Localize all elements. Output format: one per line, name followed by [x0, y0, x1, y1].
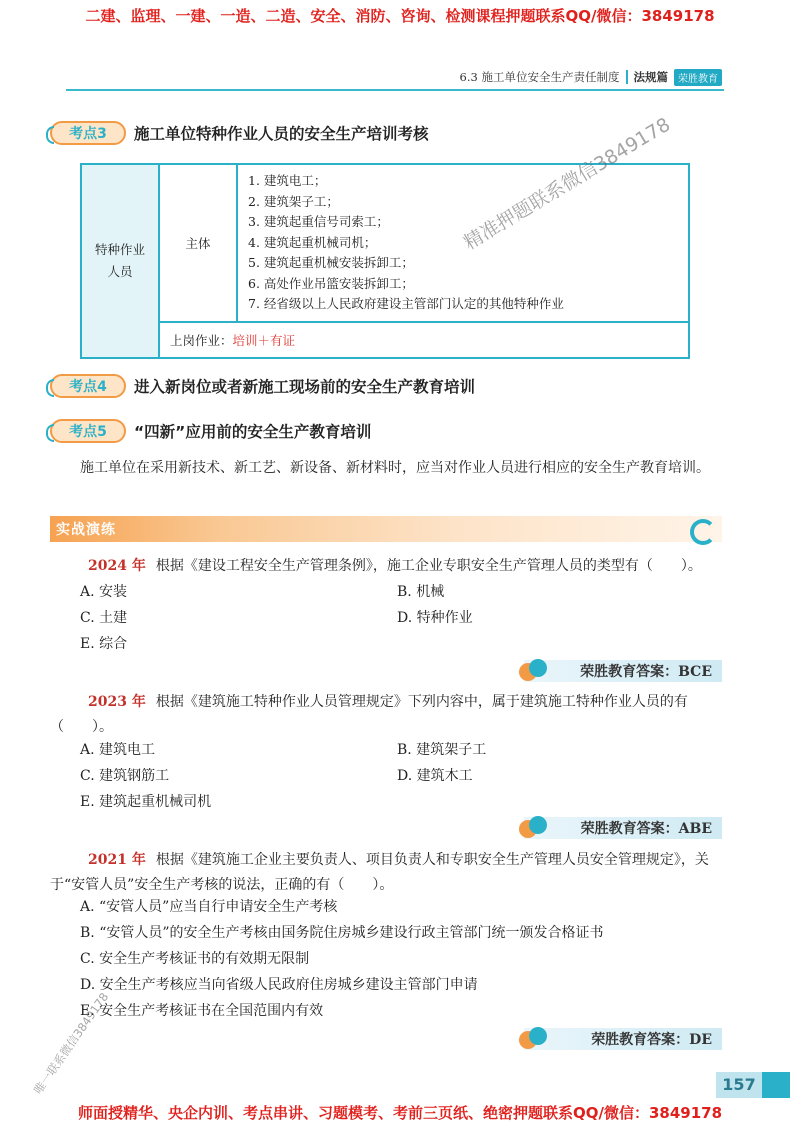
brand-logo: 荣胜教育 — [674, 69, 722, 86]
option: C. 安全生产考核证书的有效期无限制 — [80, 951, 310, 967]
question-year: 2024 年 — [88, 558, 146, 574]
subject-label: 主体 — [185, 235, 211, 251]
answer-text: 荣胜教育答案：BCE — [580, 664, 712, 680]
header-rule — [66, 89, 724, 91]
row-label: 特种作业人员 — [95, 241, 146, 279]
practice-banner — [50, 516, 722, 542]
table-footer-cell — [159, 322, 689, 358]
footer-prefix: 上岗作业： — [170, 332, 233, 348]
option: B. 机械 — [397, 584, 445, 600]
special-worker-table — [80, 163, 690, 359]
volume-title: 法规篇 — [633, 70, 668, 84]
question-options — [80, 579, 700, 657]
option: D. 建筑木工 — [397, 768, 473, 784]
question-options — [80, 894, 700, 1024]
answer-text: 荣胜教育答案：DE — [591, 1032, 712, 1048]
page-number: 157 — [716, 1072, 762, 1098]
question-year: 2021 年 — [88, 852, 146, 868]
option: A. 安装 — [80, 584, 128, 600]
list-item: 2. 建筑架子工； — [248, 193, 339, 209]
option: C. 建筑钢筋工 — [80, 768, 170, 784]
section-heading-4 — [50, 373, 475, 399]
row-label-cell — [81, 164, 159, 358]
cloud-icon — [516, 1025, 550, 1051]
list-item: 6. 高处作业吊篮安装拆卸工； — [248, 275, 414, 291]
top-promo-banner: 二建、监理、一建、一造、二造、安全、消防、咨询、检测课程押题联系QQ/微信：3849178 — [85, 7, 715, 25]
question-text: 根据《建设工程安全生产管理条例》，施工企业专职安全生产管理人员的类型有（ ）。 — [155, 558, 702, 574]
question-options — [80, 737, 700, 815]
question-stem — [50, 848, 726, 898]
option: D. 特种作业 — [397, 610, 473, 626]
answer-badge — [524, 660, 722, 682]
list-item: 3. 建筑起重信号司索工； — [248, 214, 389, 229]
running-header — [460, 68, 722, 86]
option: B. “安管人员”的安全生产考核由国务院住房城乡建设行政主管部门统一颁发合格证书 — [80, 925, 604, 941]
watermark-text: 精准押题联系微信3849178 — [460, 113, 675, 255]
answer-badge — [524, 817, 722, 839]
worker-type-list — [237, 164, 689, 322]
answer-badge — [524, 1028, 722, 1050]
header-divider — [626, 70, 628, 84]
list-item: 5. 建筑起重机械安装拆卸工； — [248, 255, 414, 270]
body-paragraph: 施工单位在采用新技术、新工艺、新设备、新材料时，应当对作业人员进行相应的安全生产教育培训。 — [80, 460, 710, 476]
question-text: 根据《建筑施工特种作业人员管理规定》下列内容中，属于建筑施工特种作业人员的有（ ）。 — [50, 694, 688, 735]
question-stem — [50, 690, 726, 740]
footer-value: 培训＋有证 — [232, 332, 296, 348]
section-heading-3 — [50, 120, 429, 146]
section-heading-5 — [50, 418, 371, 444]
answer-text: 荣胜教育答案：ABE — [580, 821, 712, 837]
page-tab — [762, 1072, 790, 1098]
option: A. 建筑电工 — [80, 742, 156, 758]
option: B. 建筑架子工 — [397, 742, 487, 758]
ring-icon — [690, 519, 716, 545]
watermark-text: 唯一联系微信3849178 — [30, 990, 112, 1097]
list-item: 7. 经省级以上人民政府建设主管部门认定的其他特种作业 — [248, 296, 564, 311]
option: E. 安全生产考核证书在全国范围内有效 — [80, 1003, 324, 1019]
option: E. 建筑起重机械司机 — [80, 794, 212, 810]
question-stem — [50, 554, 726, 579]
list-item: 1. 建筑电工； — [248, 173, 327, 188]
question-year: 2023 年 — [88, 694, 146, 710]
cloud-icon — [516, 814, 550, 840]
chapter-title: 6.3 施工单位安全生产责任制度 — [459, 70, 620, 84]
option: D. 安全生产考核应当向省级人民政府住房城乡建设主管部门申请 — [80, 977, 478, 993]
bottom-promo-banner: 师面授精华、央企内训、考点串讲、习题模考、考前三页纸、绝密押题联系QQ/微信：3849178 — [77, 1104, 723, 1122]
question-text: 根据《建筑施工企业主要负责人、项目负责人和专职安全生产管理人员安全管理规定》，关于“安管人员”安全生产考核的说法，正确的有（ ）。 — [50, 852, 709, 893]
practice-label: 实战演练 — [56, 522, 116, 538]
section-tag: 考点5 — [50, 419, 126, 443]
section-title: “四新”应用前的安全生产教育培训 — [134, 423, 372, 441]
option: A. “安管人员”应当自行申请安全生产考核 — [80, 899, 338, 915]
subject-label-cell — [159, 164, 237, 322]
section-tag: 考点4 — [50, 374, 126, 398]
list-item: 4. 建筑起重机械司机； — [248, 234, 377, 250]
section-title: 进入新岗位或者新施工现场前的安全生产教育培训 — [134, 378, 476, 396]
section-tag: 考点3 — [50, 121, 126, 145]
section-title: 施工单位特种作业人员的安全生产培训考核 — [134, 125, 429, 143]
option: E. 综合 — [80, 636, 128, 652]
option: C. 土建 — [80, 610, 128, 626]
cloud-icon — [516, 657, 550, 683]
